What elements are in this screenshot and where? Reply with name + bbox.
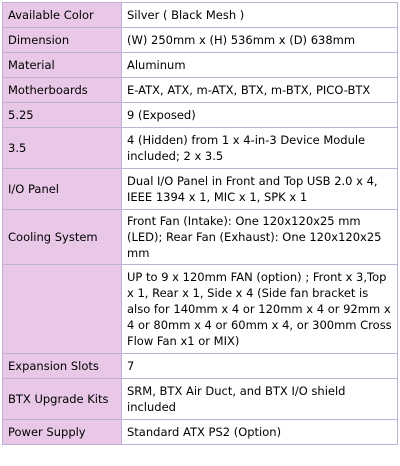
row-label: Cooling System — [3, 210, 121, 264]
table-row-io-panel — [3, 169, 397, 209]
table-row-5-25 — [3, 103, 397, 127]
table-row-motherboards — [3, 78, 397, 102]
row-value: UP to 9 x 120mm FAN (option) ; Front x 3,Top x 1, Rear x 1, Side x 4 (Side fan bracket is also for 140mm x 4 or 120mm x 4 or 92mm x 4 or 80mm x 4 or 60mm x 4, or 300mm Cross Flow Fan x1 or MIX) — [122, 265, 397, 353]
row-label: Material — [3, 53, 121, 77]
row-value: SRM, BTX Air Duct, and BTX I/O shield included — [122, 379, 397, 419]
row-value: Silver ( Black Mesh ) — [122, 3, 397, 27]
table-row-available-color — [3, 3, 397, 27]
row-label — [3, 265, 121, 353]
table-row-power-supply — [3, 420, 397, 444]
table-row-cooling-system — [3, 210, 397, 264]
row-value: Dual I/O Panel in Front and Top USB 2.0 x 4, IEEE 1394 x 1, MIC x 1, SPK x 1 — [122, 169, 397, 209]
row-label: I/O Panel — [3, 169, 121, 209]
table-row-material — [3, 53, 397, 77]
table-row-dimension — [3, 28, 397, 52]
row-value: 9 (Exposed) — [122, 103, 397, 127]
row-label: Available Color — [3, 3, 121, 27]
row-label: Power Supply — [3, 420, 121, 444]
row-label: Motherboards — [3, 78, 121, 102]
table-row-expansion-slots — [3, 354, 397, 378]
table-row-3-5 — [3, 128, 397, 168]
spec-table — [2, 2, 398, 445]
row-value: Standard ATX PS2 (Option) — [122, 420, 397, 444]
row-value: Aluminum — [122, 53, 397, 77]
table-row-fan-options — [3, 265, 397, 353]
row-value: 4 (Hidden) from 1 x 4-in-3 Device Module included; 2 x 3.5 — [122, 128, 397, 168]
row-value: E-ATX, ATX, m-ATX, BTX, m-BTX, PICO-BTX — [122, 78, 397, 102]
row-label: 3.5 — [3, 128, 121, 168]
row-label: BTX Upgrade Kits — [3, 379, 121, 419]
row-label: Dimension — [3, 28, 121, 52]
row-value: 7 — [122, 354, 397, 378]
table-row-btx-upgrade-kits — [3, 379, 397, 419]
row-label: 5.25 — [3, 103, 121, 127]
row-value: Front Fan (Intake): One 120x120x25 mm (LED); Rear Fan (Exhaust): One 120x120x25 mm — [122, 210, 397, 264]
row-label: Expansion Slots — [3, 354, 121, 378]
row-value: (W) 250mm x (H) 536mm x (D) 638mm — [122, 28, 397, 52]
